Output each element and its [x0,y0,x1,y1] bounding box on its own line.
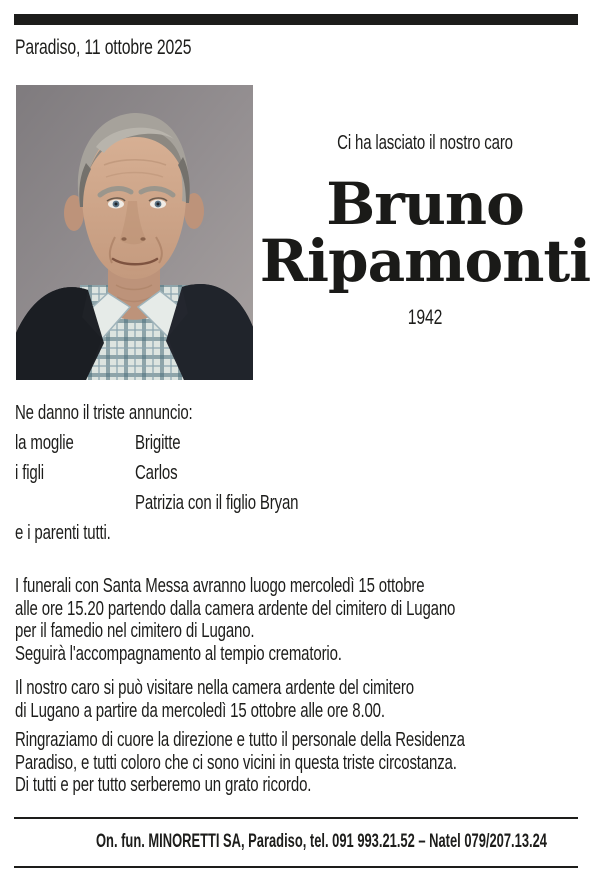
announcement-closing: e i parenti tutti. [15,522,111,544]
thanks-line: Paradiso, e tutti coloro che ci sono vicini in questa triste circostanza. [15,751,457,774]
funeral-home-contact: On. fun. MINORETTI SA, Paradiso, tel. 091 993.21.52 – Natel 079/207.13.24 [96,831,547,852]
dateline-text: Paradiso, 11 ottobre 2025 [15,36,192,59]
relation-name: Carlos [135,462,178,484]
funeral-details-line: Seguirà l'accompagnamento al tempio crematorio. [15,642,342,665]
thanks-lines [15,729,465,797]
thanks-line: Ringraziamo di cuore la direzione e tutto il personale della Residenza [15,729,465,751]
funeral-details-lines [15,575,455,665]
announcement-block [15,398,393,548]
lead-text: Ci ha lasciato il nostro caro [337,132,513,154]
deceased-name [253,170,597,295]
footer-rule-top [14,817,578,819]
thanks-paragraph [15,729,600,797]
dateline [15,36,250,60]
visitation-lines [15,677,414,722]
relation-label: i figli [15,462,44,484]
relation-name: Patrizia con il figlio Bryan [135,492,299,514]
deceased-last-name: Ripamonti [259,227,591,295]
birth-year: 1942 [407,306,443,329]
thanks-line: Di tutti e per tutto serberemo un grato ricordo. [15,774,312,796]
portrait-photo [16,85,253,380]
deceased-first-name: Bruno [326,170,524,238]
relation-name: Brigitte [135,432,181,454]
footer-rule-bottom [14,866,578,868]
announcement-content [15,398,298,548]
funeral-details [15,575,600,665]
visitation-details [15,677,547,722]
relation-label: la moglie [15,432,74,454]
relation-row [15,458,298,488]
visitation-line: Il nostro caro si può visitare nella camera ardente del cimitero [15,677,414,699]
relation-row [15,488,298,518]
relation-row [15,428,298,458]
announcement-heading: Ne danno il triste annuncio: [15,402,193,424]
funeral-details-line: per il famedio nel cimitero di Lugano. [15,620,255,642]
visitation-line: di Lugano a partire da mercoledì 15 ottobre alle ore 8.00. [15,699,385,722]
funeral-details-line: I funerali con Santa Messa avranno luogo mercoledì 15 ottobre [15,575,425,597]
intro-block [253,85,597,330]
top-rule-bar [14,14,578,25]
portrait-illustration [16,85,253,380]
funeral-details-line: alle ore 15.20 partendo dalla camera ardente del cimitero di Lugano [15,597,456,620]
